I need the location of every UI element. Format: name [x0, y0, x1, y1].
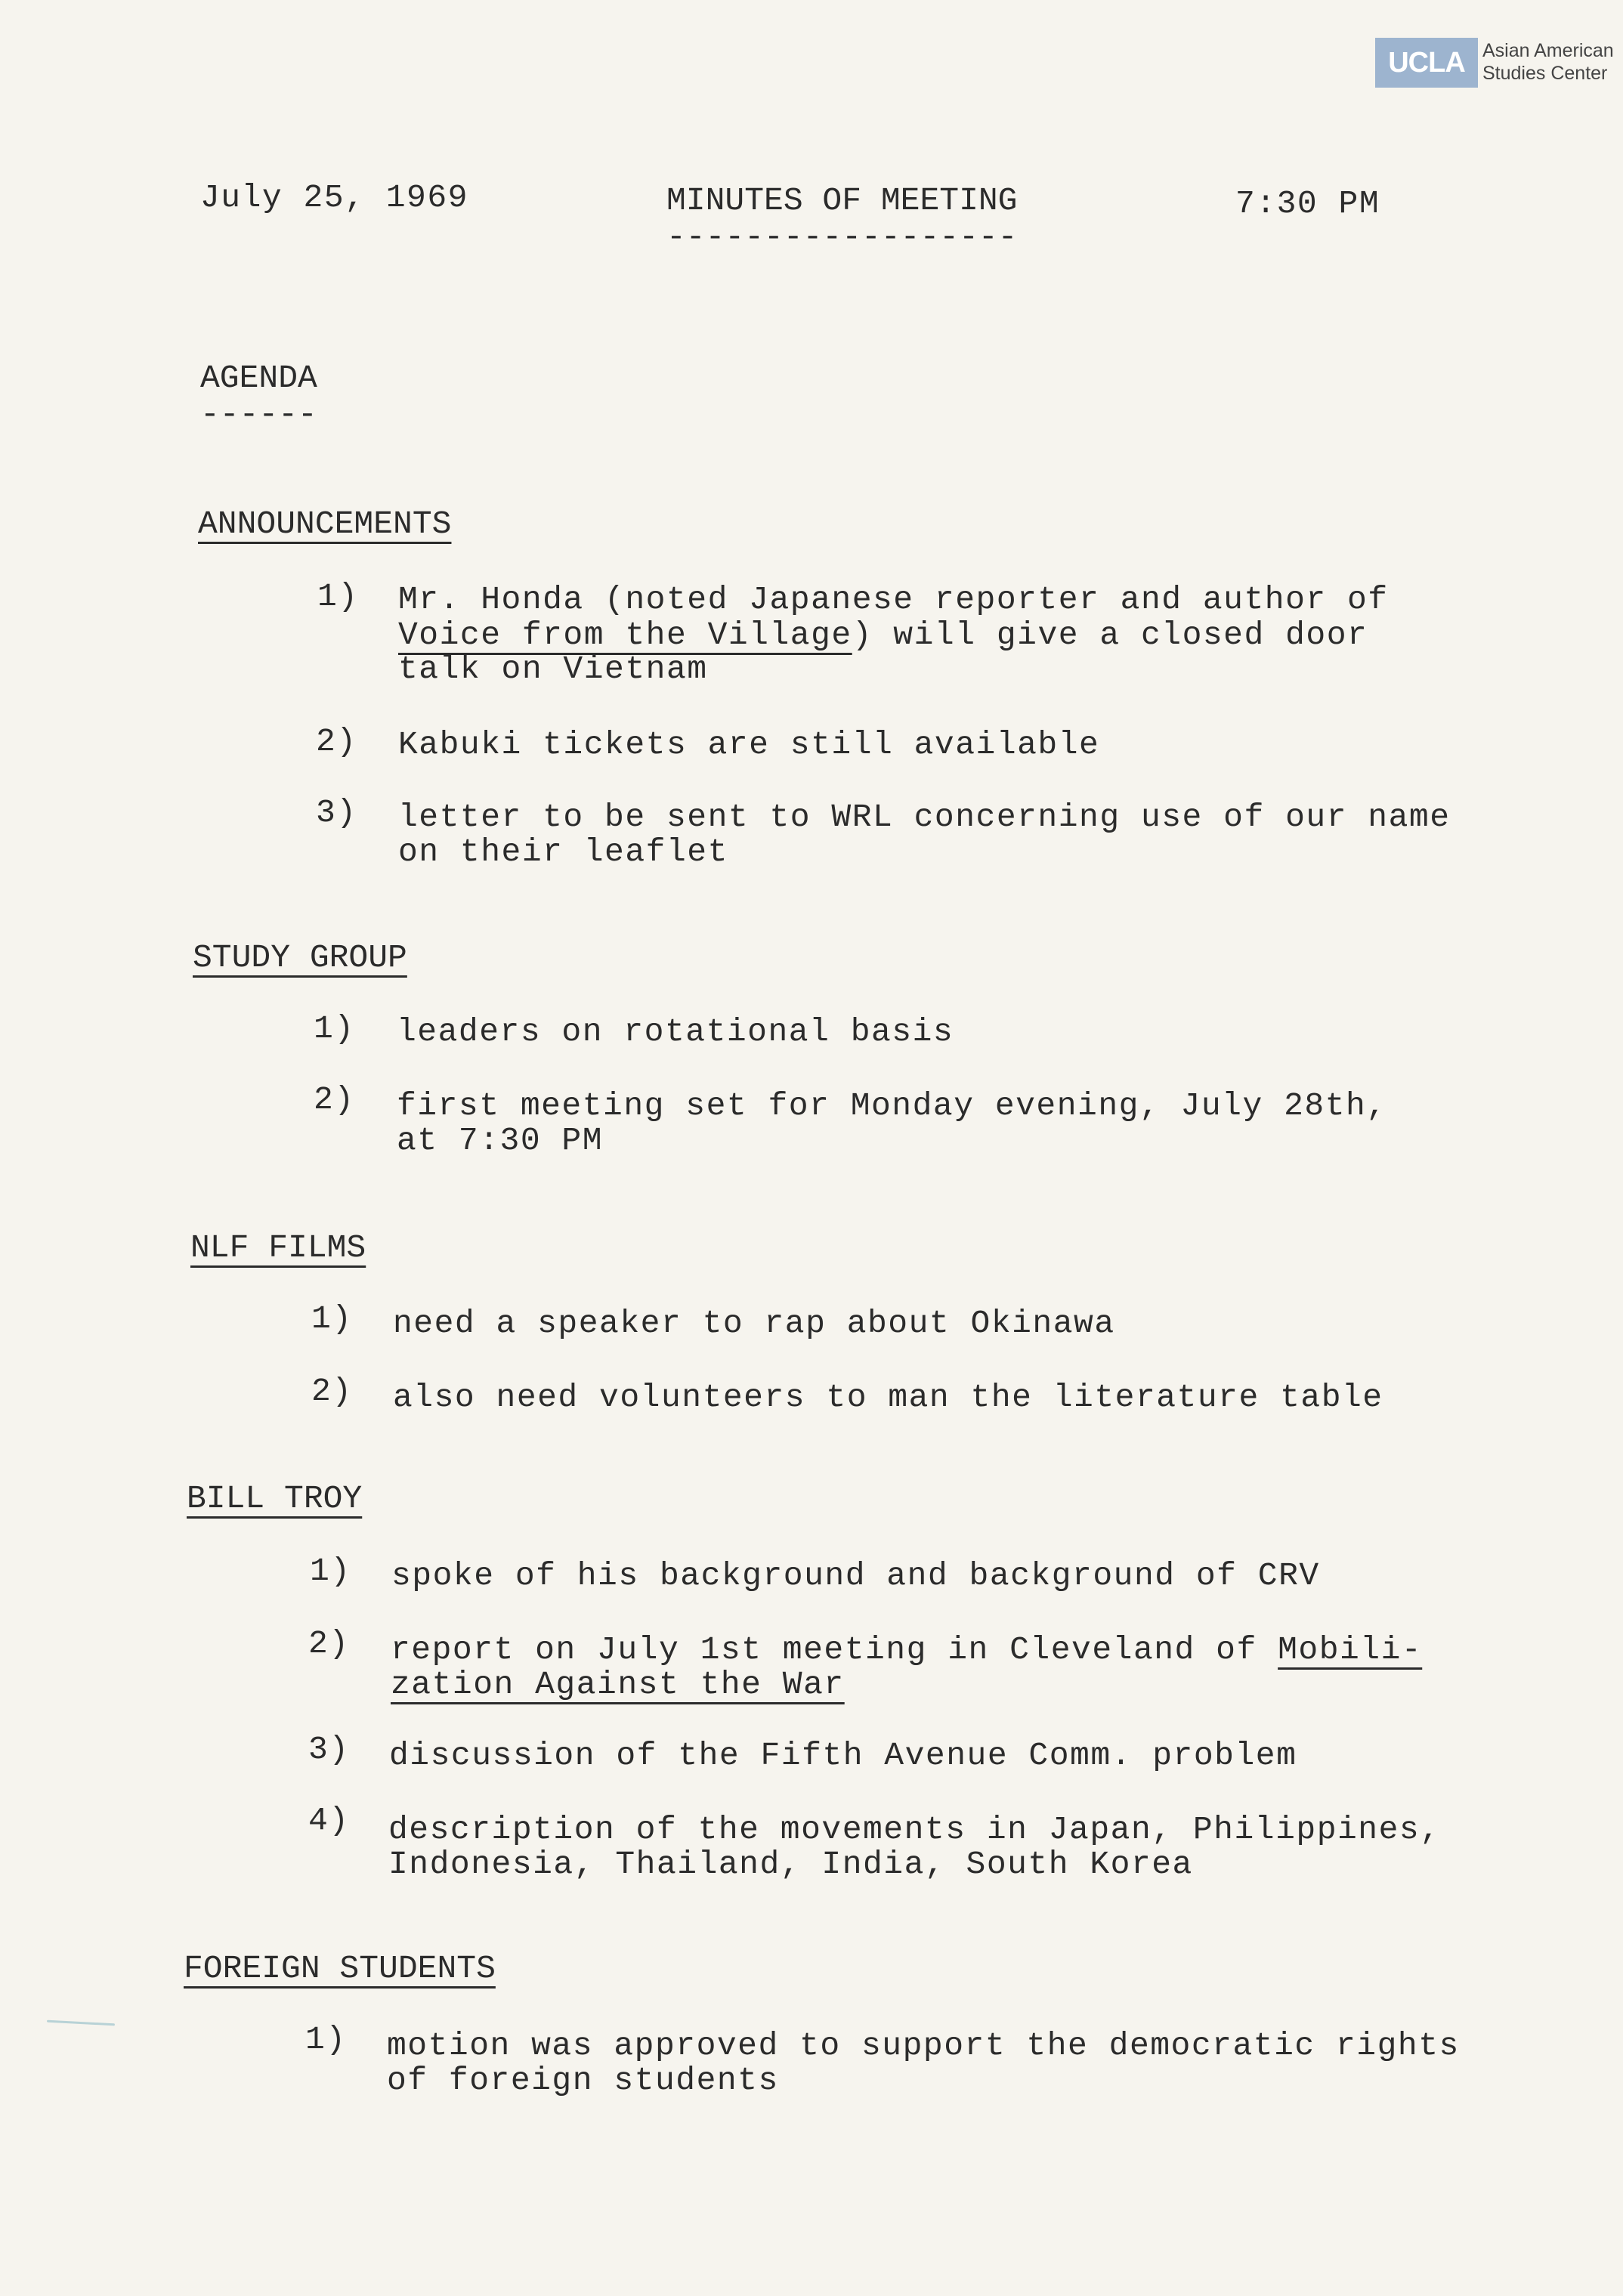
- item-text-line: description of the movements in Japan, Philippines,: [388, 1811, 1441, 1848]
- org-name: [1482, 39, 1614, 85]
- item-text-line: also need volunteers to man the literature table: [393, 1379, 1383, 1416]
- item-text-line: spoke of his background and background of CRV: [391, 1557, 1320, 1594]
- section-heading-bill-troy: BILL TROY: [187, 1480, 363, 1517]
- item-text-line: [391, 1667, 845, 1703]
- organization-title: Mobili-: [1278, 1631, 1423, 1668]
- item-text-line: on their leaflet: [398, 833, 728, 870]
- meeting-time: 7:30 PM: [1235, 185, 1380, 222]
- item-text-span: report on July 1st meeting in Cleveland of: [391, 1631, 1278, 1668]
- item-number: 1): [310, 1553, 351, 1590]
- book-title: Voice from the Village: [398, 616, 852, 654]
- ucla-logo-badge: UCLA: [1375, 38, 1478, 88]
- item-text-line: leaders on rotational basis: [397, 1013, 954, 1050]
- item-number: 1): [317, 578, 359, 615]
- item-text-line: need a speaker to rap about Okinawa: [393, 1305, 1115, 1342]
- agenda-label: AGENDA: [200, 360, 317, 397]
- item-number: 3): [316, 794, 357, 831]
- item-text-line: motion was approved to support the democratic rights: [387, 2027, 1460, 2064]
- item-text-line: of foreign students: [387, 2062, 779, 2099]
- item-text-line: Indonesia, Thailand, India, South Korea: [388, 1846, 1193, 1883]
- item-number: 1): [305, 2021, 347, 2058]
- section-heading-foreign-students: FOREIGN STUDENTS: [184, 1950, 496, 1987]
- item-text-line: letter to be sent to WRL concerning use of our name: [398, 799, 1451, 836]
- item-text-line: [391, 1632, 1422, 1668]
- item-text-span: ) will give a closed door: [852, 616, 1368, 654]
- section-heading-announcements: ANNOUNCEMENTS: [198, 505, 452, 542]
- item-number: 2): [316, 723, 357, 760]
- section-heading-study-group: STUDY GROUP: [193, 939, 407, 976]
- item-text-line: [398, 617, 1368, 654]
- organization-title: zation Against the War: [391, 1666, 845, 1703]
- item-text-line: discussion of the Fifth Avenue Comm. problem: [389, 1737, 1297, 1774]
- item-text-line: first meeting set for Monday evening, July 28th,: [397, 1087, 1387, 1124]
- margin-mark: [47, 2020, 115, 2026]
- item-number: 3): [308, 1731, 350, 1768]
- item-text-line: at 7:30 PM: [397, 1122, 604, 1159]
- meeting-date: July 25, 1969: [200, 179, 468, 216]
- document-title: MINUTES OF MEETING: [666, 182, 1018, 219]
- agenda-rule: ------: [200, 396, 317, 433]
- item-number: 2): [311, 1373, 353, 1410]
- item-number: 4): [308, 1802, 350, 1839]
- org-name-line1: Asian American: [1482, 40, 1614, 61]
- title-rule: ------------------: [666, 218, 1018, 255]
- section-heading-nlf-films: NLF FILMS: [190, 1229, 366, 1266]
- item-text-line: Mr. Honda (noted Japanese reporter and author of: [398, 581, 1389, 618]
- item-number: 1): [314, 1010, 355, 1047]
- item-text-line: talk on Vietnam: [398, 650, 708, 688]
- item-number: 2): [308, 1625, 350, 1662]
- item-text-line: Kabuki tickets are still available: [398, 726, 1100, 763]
- item-number: 1): [311, 1300, 353, 1337]
- item-number: 2): [314, 1081, 355, 1118]
- org-name-line2: Studies Center: [1482, 63, 1608, 84]
